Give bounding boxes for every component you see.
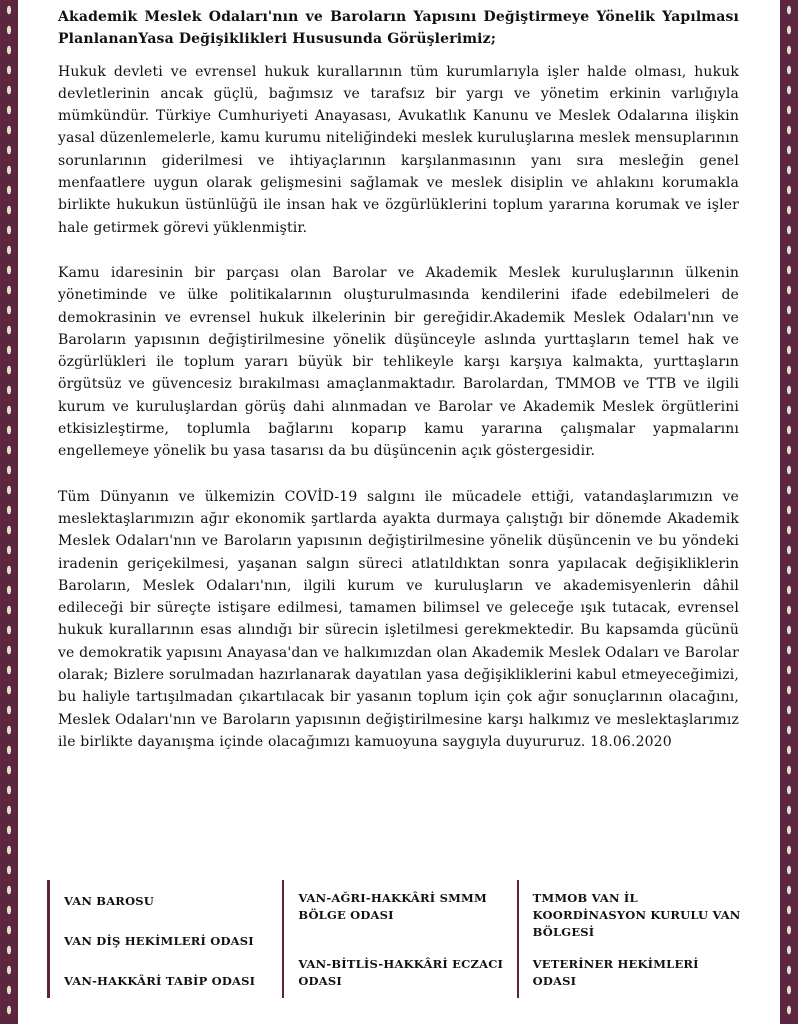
signatories-column-3 <box>517 880 751 998</box>
signatories-column-1 <box>47 880 282 998</box>
paragraph-2: Kamu idaresinin bir parçası olan Barolar ve Akademik Meslek kuruluşlarının ülkenin yönetiminde ve ülke politikalarının oluşturulmasında kendilerini ifade edebilmeleri de demokrasinin ve evrensel hukuk ilkelerinin bir gereğidir.Akademik Meslek Odaları'nın ve Baroların yapısının değiştirilmesine yönelik düşünceyle aslında yurttaşların temel hak ve özgürlükleri ile toplum yararı büyük bir tehlikeyle karşı karşıya kalmakta, yurttaşların örgütsüz ve güvencesiz bırakılması amaçlanmaktadır. Barolardan, TMMOB ve TTB ve ilgili kurum ve kuruluşlardan görüş dahi alınmadan ve Barolar ve Akademik Meslek örgütlerini etkisizleştirme, toplumla bağlarını koparıp kamu yararına çalışmalar yapmalarını engellemeye yönelik bu yasa tasarısı da bu düşüncenin açık göstergesidir. <box>58 264 739 460</box>
paragraph-1: Hukuk devleti ve evrensel hukuk kurallarının tüm kurumlarıyla işler halde olması, hukuk devletlerinin ancak güçlü, bağımsız ve tarafsız bir yargı ve yönetim erkinin varlığıyla mümkündür. Türkiye Cumhuriyeti Anayasası, Avukatlık Kanunu ve Meslek Odalarına ilişkin yasal düzenlemelerle, kamu kurumu niteliğindeki meslek kuruluşlarına meslek mensuplarının sorunlarının giderilmesi ve ihtiyaçlarının karşılanmasının yanı sıra mesleğin genel menfaatlere uygun olarak gelişmesini sağlamak ve meslek disiplin ve ahlakını korumakla birlikte hukukun üstünlüğü ile insan hak ve özgürlüklerini toplum yararına korumak ve işler hale getirmek görevi yüklenmiştir. <box>58 63 739 236</box>
signatories-column-2 <box>282 880 516 998</box>
signatory: VAN-BİTLİS-HAKKÂRİ ECZACI ODASI <box>298 957 504 988</box>
signatory: VAN-AĞRI-HAKKÂRİ SMMM BÖLGE ODASI <box>298 891 487 922</box>
signatory: TMMOB VAN İL KOORDİNASYON KURULU VAN BÖLGESİ <box>532 891 741 939</box>
signatory: VAN BAROSU <box>64 894 155 908</box>
paragraph-3: Tüm Dünyanın ve ülkemizin COVİD-19 salgını ile mücadele ettiği, vatandaşlarımızın ve meslektaşlarımızın ağır ekonomik şartlarda ayakta durmaya çalıştığı bir dönemde Akademik Meslek Odaları'nın ve Baroların yapısının değiştirilmesine yönelik düşüncenin ve bu yöndeki iradenin geriçekilmesi, yaşanan salgın süreci atlatıldıktan sonra yapılacak değişikliklerin Baroların, Meslek Odaları'nın, ilgili kurum ve kuruluşların ve akademisyenlerin dâhil edileceği bir süreçte istişare edilmesi, tamamen bilimsel ve geleceğe ışık tutacak, evrensel hukuk kurallarının esas alındığı bir sürecin işletilmesi gerekmektedir. Bu kapsamda gücünü ve demokratik yapısını Anayasa'dan ve halkımızdan olan Akademik Meslek Odaları ve Barolar olarak; Bizlere sorulmadan hazırlanarak dayatılan yasa değişikliklerini kabul etmeyeceğimizi, bu haliyle tartışılmadan çıkartılacak bir yasanın toplum için çok ağır sonuçlarının olacağını, Meslek Odaları'nın ve Baroların yapısının değiştirilmesine karşı halkımız ve meslektaşlarımız ile birlikte dayanışma içinde olacağımızı kamuoyuna saygıyla duyururuz. 18.06.2020 <box>58 488 739 750</box>
signatory: VAN-HAKKÂRİ TABİP ODASI <box>64 974 256 988</box>
signatory: VAN DİŞ HEKİMLERİ ODASI <box>64 934 254 948</box>
document-title: Akademik Meslek Odaları'nın ve Baroların Yapısını Değiştirmeye Yönelik Yapılması PlanlananYasa Değişiklikleri Hususunda Görüşlerimiz; <box>58 9 739 48</box>
decorative-right-border <box>780 0 798 1024</box>
document-body <box>58 6 739 776</box>
signatories-table <box>47 880 751 998</box>
signatory: VETERİNER HEKİMLERİ ODASI <box>532 957 699 988</box>
decorative-left-border <box>0 0 18 1024</box>
